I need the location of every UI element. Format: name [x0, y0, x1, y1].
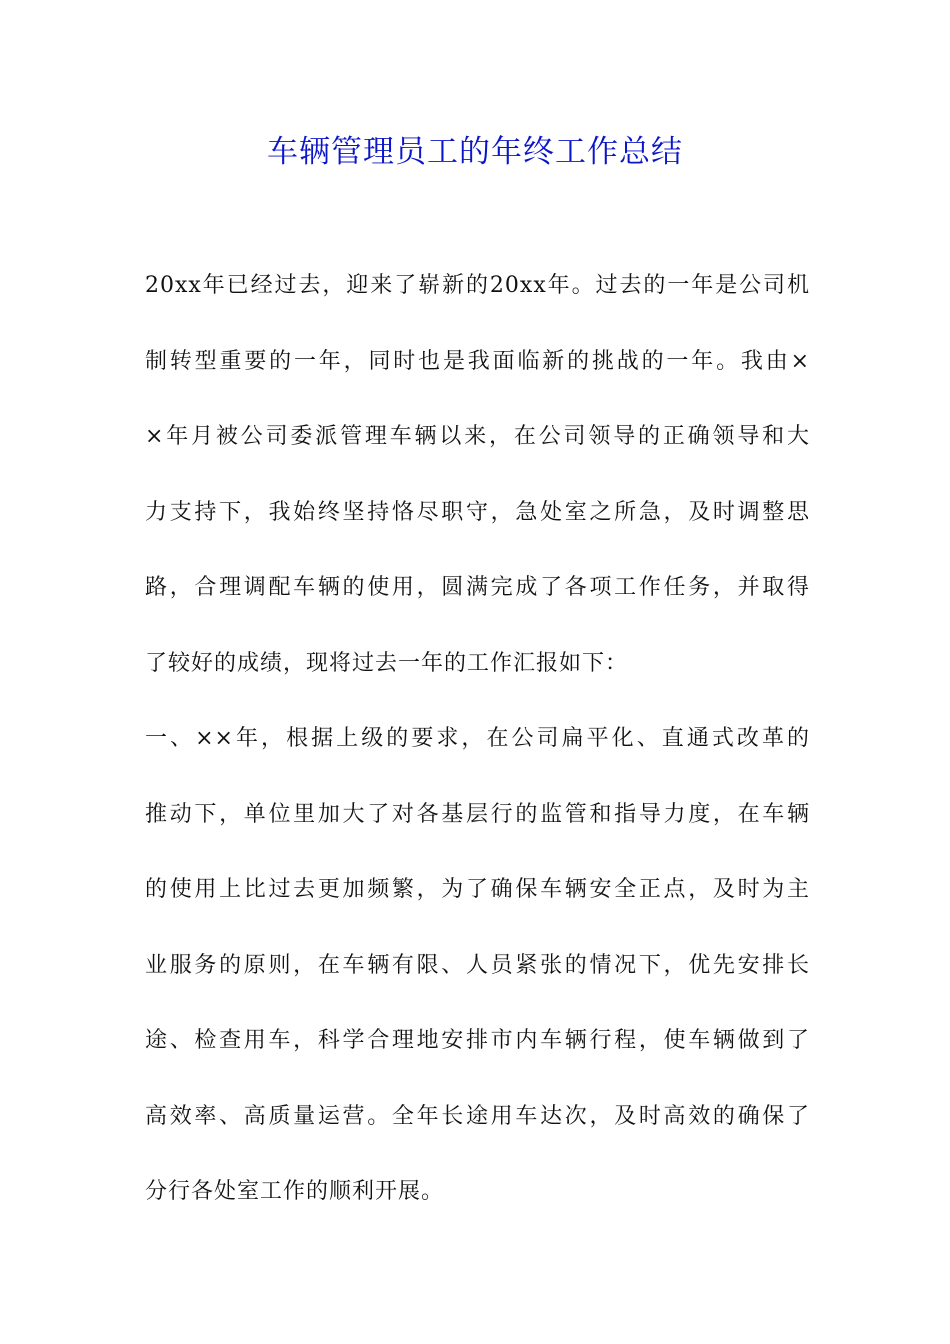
- text-line: 分行各处室工作的顺利开展。: [145, 1179, 445, 1204]
- text-line: 推动下，单位里加大了对各基层行的监管和指导力度，在车辆: [145, 801, 810, 827]
- text-line: 高效率、高质量运营。全年长途用车达次，及时高效的确保了: [145, 1103, 810, 1129]
- text-line: 一、××年，根据上级的要求，在公司扁平化、直通式改革的: [145, 726, 810, 751]
- text-line: 20xx年已经过去，迎来了崭新的20xx年。过去的一年是公司机: [145, 273, 810, 298]
- text-line: 了较好的成绩，现将过去一年的工作汇报如下：: [145, 650, 629, 676]
- document-title: 车辆管理员工的年终工作总结: [267, 134, 683, 170]
- text-line: 业服务的原则，在车辆有限、人员紧张的情况下，优先安排长: [145, 952, 810, 978]
- text-line: 制转型重要的一年，同时也是我面临新的挑战的一年。我由×: [145, 348, 810, 374]
- text-line: 的使用上比过去更加频繁，为了确保车辆安全正点，及时为主: [145, 877, 810, 902]
- text-line: 途、检查用车，科学合理地安排市内车辆行程，使车辆做到了: [145, 1028, 810, 1053]
- text-line: 力支持下，我始终坚持恪尽职守，急处室之所急，及时调整思: [145, 499, 810, 525]
- text-line: 路，合理调配车辆的使用，圆满完成了各项工作任务，并取得: [145, 575, 810, 600]
- document-body: [145, 266, 810, 1248]
- text-line: ×年月被公司委派管理车辆以来，在公司领导的正确领导和大: [145, 424, 810, 449]
